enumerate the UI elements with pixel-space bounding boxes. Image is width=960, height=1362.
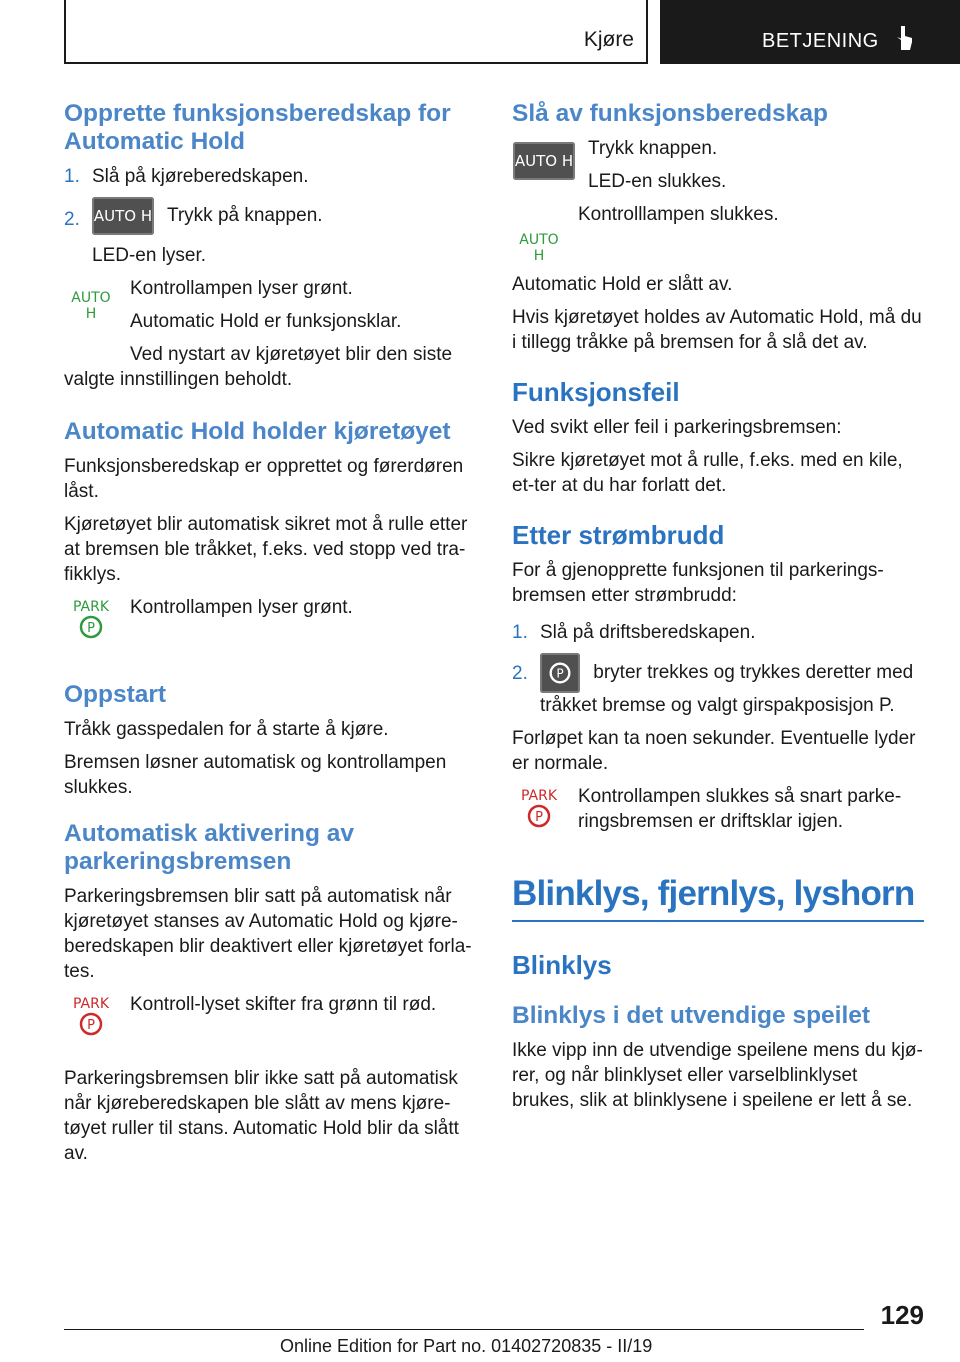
para-oppstart-2: Bremsen løsner automatisk og kontrollampen slukkes. <box>64 752 447 798</box>
svg-text:P: P <box>87 1018 95 1033</box>
heading-sla-av: Slå av funksjonsberedskap <box>512 100 828 127</box>
led-off-text: LED-en slukkes. <box>588 171 727 192</box>
para-off-1: Automatic Hold er slått av. <box>512 274 733 295</box>
svg-text:P: P <box>87 621 95 636</box>
ctrl-ready: Automatic Hold er funksjonsklar. <box>130 311 402 332</box>
para-strom-1: For å gjenopprette funksjonen til parkerings-bremsen etter strømbrudd: <box>512 560 884 606</box>
header-section-box <box>660 0 960 64</box>
para-automatisk-2: Parkeringsbremsen blir ikke satt på automatisk når kjøreberedskapen ble slått av mens kjøre-tøyet ruller til stans. Automatic Hold blir da slått av. <box>64 1068 459 1164</box>
park-green-text: Kontrollampen lyser grønt. <box>130 597 353 618</box>
autoh-off-row <box>512 136 924 194</box>
hand-pointer-icon <box>894 26 914 52</box>
park-red-icon: PARK P <box>72 996 110 1033</box>
heading-holder: Automatic Hold holder kjøretøyet <box>64 418 451 445</box>
park-green-icon: PARK P <box>72 599 110 636</box>
autoh-indicator-row <box>64 276 476 367</box>
step-2: 2. AUTO H Trykk på knappen. <box>64 197 476 235</box>
strom-step-2: 2. P bryter trekkes og trykkes deretter med tråkket bremse og valgt girspakposisjon P. <box>512 653 924 718</box>
step2-led-text: LED-en lyser. <box>92 245 207 266</box>
heading-funksjonsfeil: Funksjonsfeil <box>512 377 680 407</box>
para-feil-1: Ved svikt eller feil i parkeringsbremsen: <box>512 417 842 438</box>
ctrl-restart: Ved nystart av kjøretøyet blir den siste <box>130 344 453 365</box>
header-chapter-box <box>64 0 648 64</box>
heading-blinklys-speil: Blinklys i det utvendige speilet <box>512 1002 871 1029</box>
heading-blinklys-main: Blinklys, fjernlys, lyshorn <box>512 874 924 922</box>
heading-blinklys: Blinklys <box>512 950 612 980</box>
steps-strom <box>512 620 924 718</box>
parking-brake-switch-icon <box>540 653 580 693</box>
park-red-icon-2: PARK P <box>520 788 558 825</box>
header-section: BETJENING <box>762 30 879 52</box>
press-button-text: Trykk knappen. <box>588 138 718 159</box>
autoh-off-indicator-row <box>512 202 924 262</box>
svg-text:P: P <box>535 810 543 825</box>
page-number: 129 <box>880 1300 924 1330</box>
para-automatisk-1: Parkeringsbremsen blir satt på automatisk når kjøretøyet stanses av Automatic Hold og kjøre-beredskapen blir deaktivert eller kjøretøyet forla-tes. <box>64 886 472 982</box>
park-indicator-row-1 <box>64 595 476 655</box>
para-holder-2: Kjøretøyet blir automatisk sikret mot å rulle etter at bremsen ble tråkket, f.eks. ved stopp ved tra-fikklys. <box>64 514 468 585</box>
heading-oppstart: Oppstart <box>64 681 167 708</box>
heading-strombrudd: Etter strømbrudd <box>512 520 725 550</box>
lamp-off-text: Kontrolllampen slukkes. <box>578 204 779 225</box>
para-oppstart-1: Tråkk gasspedalen for å starte å kjøre. <box>64 719 389 740</box>
auto-h-green-icon: AUTO H <box>71 290 111 322</box>
para-blinklys: Ikke vipp inn de utvendige speilene mens du kjø-rer, og når blinklyset eller varselblinklyset brukes, slik at blinklysene i speilene er lett å se. <box>512 1040 923 1111</box>
park-red-text: Kontroll-lyset skifter fra grønn til rød. <box>130 994 437 1015</box>
steps-opprette <box>64 164 476 235</box>
footer-rule <box>64 1329 864 1330</box>
park-indicator-row-3 <box>512 784 924 844</box>
ctrl-restart-tail: valgte innstillingen beholdt. <box>64 369 293 390</box>
heading-opprette: Opprette funksjonsberedskap for Automatic Hold <box>64 100 451 155</box>
footer-edition: Online Edition for Part no. 01402720835 - II/19 <box>280 1336 653 1356</box>
ctrl-green: Kontrollampen lyser grønt. <box>130 278 353 299</box>
para-strom-2: Forløpet kan ta noen sekunder. Eventuelle lyder er normale. <box>512 728 916 774</box>
heading-automatisk: Automatisk aktivering av parkeringsbremsen <box>64 820 355 875</box>
park-off-text: Kontrollampen slukkes så snart parke-ringsbremsen er driftsklar igjen. <box>578 786 902 832</box>
auto-h-button-icon-2: AUTO H <box>512 142 576 180</box>
auto-h-button-icon: AUTO H <box>92 197 154 235</box>
para-feil-2: Sikre kjøretøyet mot å rulle, f.eks. med en kile, et-ter at du har forlatt det. <box>512 450 903 496</box>
park-indicator-row-2 <box>64 992 476 1058</box>
step-1: 1. Slå på kjøreberedskapen. <box>64 166 309 187</box>
para-holder-1: Funksjonsberedskap er opprettet og førerdøren låst. <box>64 456 464 502</box>
header-chapter: Kjøre <box>583 28 634 51</box>
svg-text:P: P <box>556 666 564 681</box>
auto-h-green-icon-2: AUTO H <box>519 232 559 264</box>
strom-step-1: 1. Slå på driftsberedskapen. <box>512 622 756 643</box>
left-column <box>64 100 476 1174</box>
right-column <box>512 100 924 1121</box>
para-off-2: Hvis kjøretøyet holdes av Automatic Hold, må du i tillegg tråkke på bremsen for å slå det av. <box>512 307 922 353</box>
